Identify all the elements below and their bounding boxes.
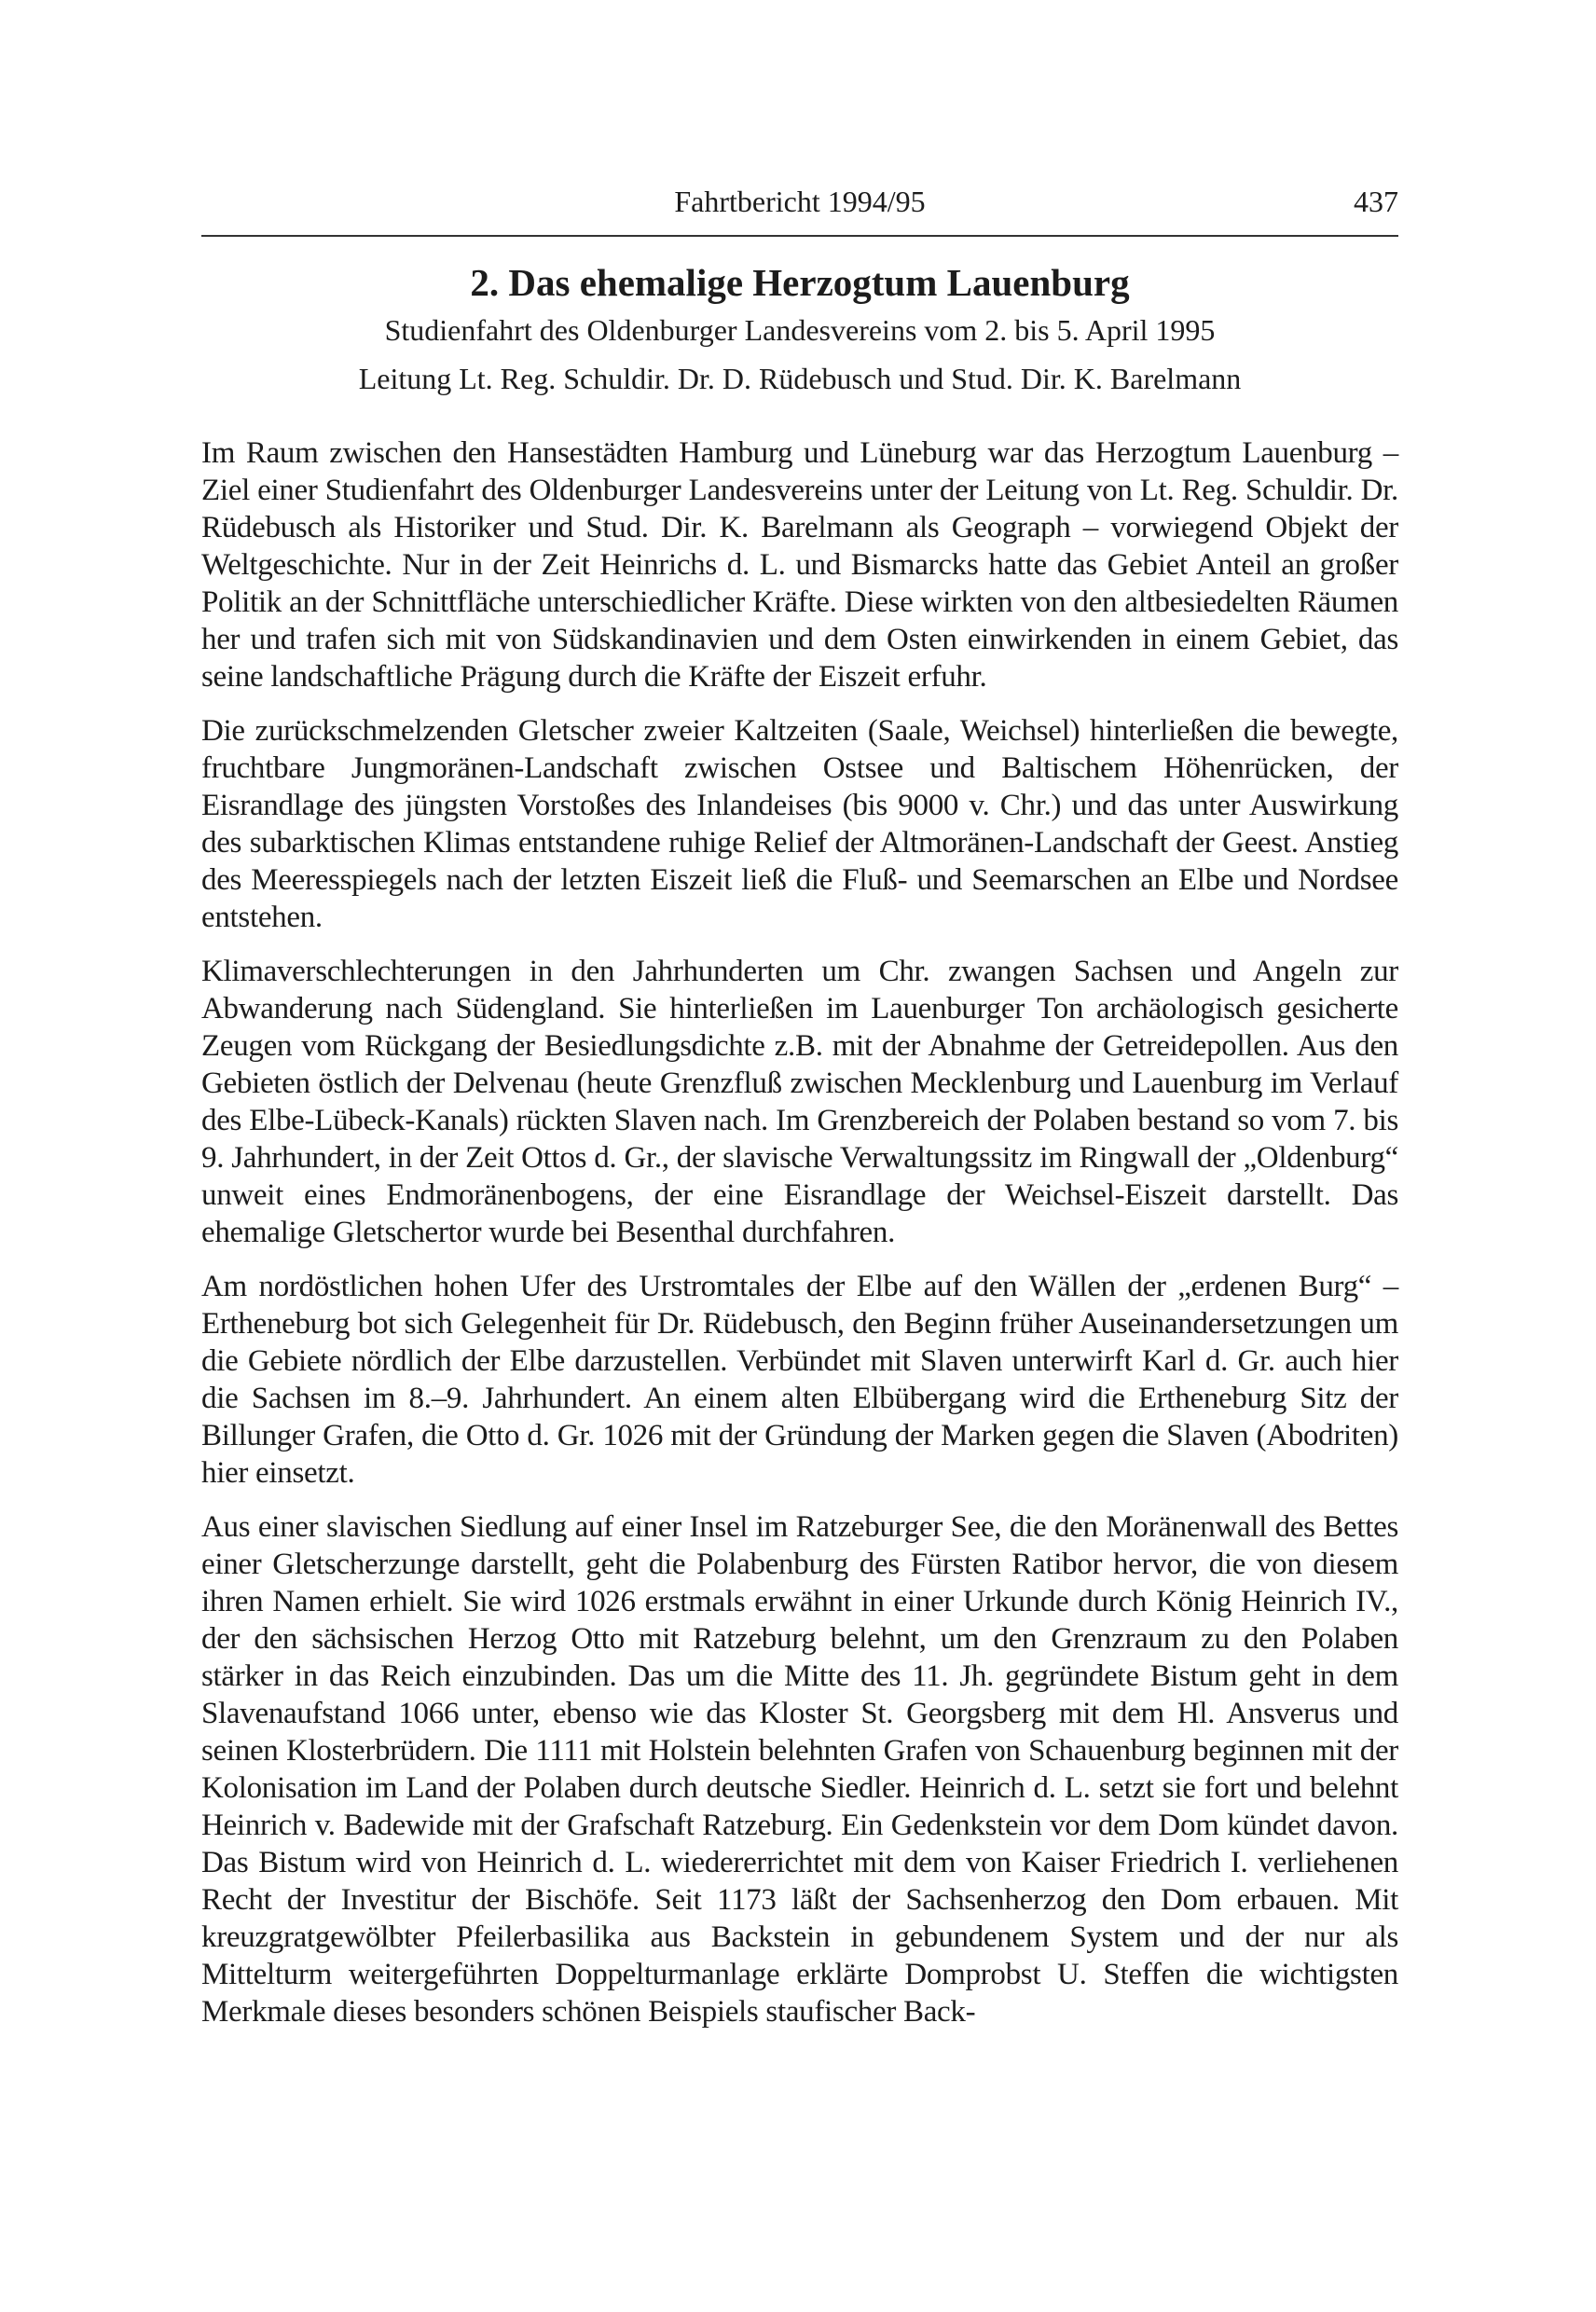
article-subtitle-leadership: Leitung Lt. Reg. Schuldir. Dr. D. Rüdebusch und Stud. Dir. K. Barelmann — [358, 362, 1242, 395]
article-body — [201, 434, 1398, 2047]
header-rule — [201, 235, 1398, 237]
page-number: 437 — [1354, 185, 1398, 218]
paragraph: Klimaverschlechterungen in den Jahrhunderten um Chr. zwangen Sachsen und Angeln zur Abwanderung nach Südengland. Sie hinterließen im Lauenburger Ton archäologisch gesicherte Zeugen vom Rückgang der Besiedlungsdichte z.B. mit der Abnahme der Getreidepollen. Aus den Gebieten östlich der Delvenau (heute Grenzfluß zwischen Mecklenburg und Lauenburg im Verlauf des Elbe-Lübeck-Kanals) rückten Slaven nach. Im Grenzbereich der Polaben bestand so vom 7. bis 9. Jahrhundert, in der Zeit Ottos d. Gr., der slavische Verwaltungssitz im Ringwall der „Oldenburg“ unweit eines Endmoränenbogens, der eine Eisrandlage der Weichsel-Eiszeit darstellt. Das ehemalige Gletschertor wurde bei Besenthal durchfahren. — [201, 955, 1398, 1249]
paragraph: Aus einer slavischen Siedlung auf einer Insel im Ratzeburger See, die den Moränenwall des Bettes einer Gletscherzunge darstellt, geht die Polabenburg des Fürsten Ratibor hervor, die von diesem ihren Namen erhielt. Sie wird 1026 erstmals erwähnt in einer Urkunde durch König Heinrich IV., der den sächsischen Herzog Otto mit Ratzeburg belehnt, um den Grenzraum zu den Polaben stärker in das Reich einzubinden. Das um die Mitte des 11. Jh. gegründete Bistum geht in dem Slavenaufstand 1066 unter, ebenso wie das Kloster St. Georgsberg mit dem Hl. Ansverus und seinen Klosterbrüdern. Die 1111 mit Holstein belehnten Grafen von Schauenburg beginnen mit der Kolonisation im Land der Polaben durch deutsche Siedler. Heinrich d. L. setzt sie fort und belehnt Heinrich v. Badewide mit der Grafschaft Ratzeburg. Ein Gedenkstein vor dem Dom kündet davon. Das Bistum wird von Heinrich d. L. wiedererrichtet mit dem von Kaiser Friedrich I. verliehenen Recht der Investitur der Bischöfe. Seit 1173 läßt der Sachsenherzog den Dom erbauen. Mit kreuzgratgewölbter Pfeilerbasilika aus Backstein in gebundenem System und der nur als Mittelturm weitergeführten Doppelturmanlage erklärte Domprobst U. Steffen die wichtigsten Merkmale dieses besonders schönen Beispiels staufischer Back- — [201, 1510, 1398, 2029]
running-title: Fahrtbericht 1994/95 — [674, 185, 926, 218]
article-title: 2. Das ehemalige Herzogtum Lauenburg — [470, 261, 1130, 304]
article-subtitle-trip: Studienfahrt des Oldenburger Landesvereins vom 2. bis 5. April 1995 — [384, 313, 1216, 347]
running-header — [201, 183, 1398, 227]
paragraph: Am nordöstlichen hohen Ufer des Urstromtales der Elbe auf den Wällen der „erdenen Burg“ – Ertheneburg bot sich Gelegenheit für Dr. Rüdebusch, den Beginn früher Auseinandersetzungen um die Gebiete nördlich der Elbe darzustellen. Verbündet mit Slaven unterwirft Karl d. Gr. auch hier die Sachsen im 8.–9. Jahrhundert. An einem alten Elbübergang wird die Ertheneburg Sitz der Billunger Grafen, die Otto d. Gr. 1026 mit der Gründung der Marken gegen die Slaven (Abodriten) hier einsetzt. — [201, 1270, 1398, 1490]
paragraph: Im Raum zwischen den Hansestädten Hamburg und Lüneburg war das Herzogtum Lauenburg – Ziel einer Studienfahrt des Oldenburger Landesvereins unter der Leitung von Lt. Reg. Schuldir. Dr. Rüdebusch als Historiker und Stud. Dir. K. Barelmann als Geograph – vorwiegend Objekt der Weltgeschichte. Nur in der Zeit Heinrichs d. L. und Bismarcks hatte das Gebiet Anteil an großer Politik an der Schnittfläche unterschiedlicher Kräfte. Diese wirkten von den altbesiedelten Räumen her und trafen sich mit von Südskandinavien und dem Osten einwirkenden in einem Gebiet, das seine landschaftliche Prägung durch die Kräfte der Eiszeit erfuhr. — [201, 436, 1398, 694]
paragraph: Die zurückschmelzenden Gletscher zweier Kaltzeiten (Saale, Weichsel) hinterließen die bewegte, fruchtbare Jungmoränen-Landschaft zwischen Ostsee und Baltischem Höhenrücken, der Eisrandlage des jüngsten Vorstoßes des Inlandeises (bis 9000 v. Chr.) und das unter Auswirkung des subarktischen Klimas entstandene ruhige Relief der Altmoränen-Landschaft der Geest. Anstieg des Meeresspiegels nach der letzten Eiszeit ließ die Fluß- und Seemarschen an Elbe und Nordsee entstehen. — [201, 714, 1398, 934]
